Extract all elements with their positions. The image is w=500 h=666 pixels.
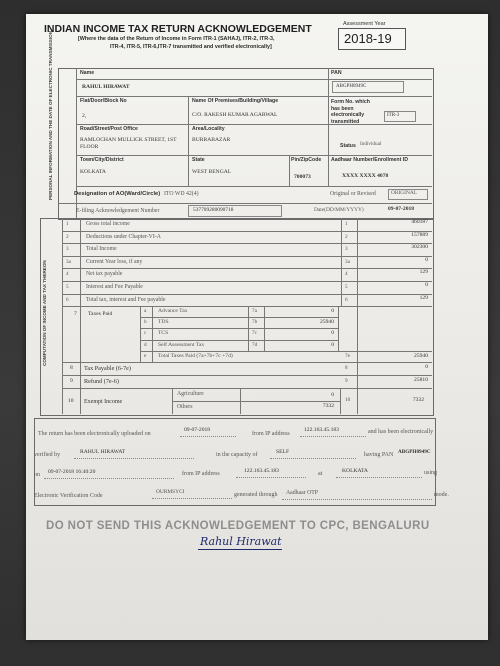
taxes-paid-letter: d (144, 341, 147, 348)
taxes-paid-letter: a (144, 308, 147, 314)
town-value: KOLKATA (80, 169, 106, 175)
verification-text-ip1: from IP address (252, 431, 290, 437)
ao-label: Designation of AO(Ward/Circle) (74, 191, 161, 197)
verification-text-evc: Electronic Verification Code (34, 493, 103, 499)
aadhaar-value: XXXX XXXX 4078 (342, 173, 389, 179)
exempt-no: 10 (68, 398, 74, 404)
computation-row-label: Current Year loss, if any (86, 258, 143, 265)
area-label: Area/Locality (192, 126, 225, 132)
computation-row-value: 129 (419, 294, 428, 301)
verification-ip: 122.163.45.183 (244, 468, 279, 474)
computation-row-ref: 6 (345, 296, 348, 303)
computation-row-ref: 4 (345, 271, 348, 278)
original-revised-value: ORIGINAL (391, 190, 418, 196)
verification-datetime: 09-07-2018 16:40:20 (48, 469, 96, 475)
exempt-agri-label: Agriculture (177, 391, 204, 397)
tax-row-no: 9 (70, 378, 73, 384)
verification-place: KOLKATA (342, 468, 368, 474)
verification-text-on: on (34, 472, 40, 478)
computation-side-label: COMPUTATION OF INCOME AND TAX THEREON (42, 260, 47, 366)
tax-row-label: Refund (7e-6) (84, 378, 119, 385)
verification-text-capacity: in the capacity of (216, 452, 258, 458)
computation-row-label: Net tax payable (86, 271, 123, 278)
taxes-paid-label: Self Assessment Tax (158, 341, 205, 348)
verification-method: Aadhaar OTP (286, 490, 319, 496)
premises-label: Name Of Premises/Building/Village (192, 98, 279, 104)
taxes-paid-ref: 7c (252, 330, 257, 337)
computation-row-value: 0 (425, 282, 428, 288)
state-label: State (192, 157, 205, 163)
computation-row-no: 1 (66, 221, 69, 227)
signature-underline (198, 549, 282, 550)
date-label: Date(DD/MM/YYYY) (314, 207, 364, 213)
computation-row-value: 0 (425, 256, 428, 263)
efiling-label: E-filing Acknowledgement Number (76, 208, 160, 214)
upload-ip: 122.163.45.183 (304, 427, 339, 433)
taxes-paid-letter: e (144, 352, 147, 359)
road-label: Road/Street/Post Office (80, 126, 138, 132)
flat-value: 2, (82, 113, 87, 119)
computation-row-value: 302300 (411, 244, 428, 251)
taxpayer-name: RAHUL HIRAWAT (82, 84, 130, 90)
verification-text-generated: generated through (234, 492, 278, 498)
date-value: 09-07-2018 (388, 206, 415, 212)
taxes-paid-letter: b (144, 319, 147, 326)
tax-row-label: Tax Payable (6-7e) (84, 365, 131, 372)
pan-label: PAN (331, 70, 342, 76)
tax-row-value: 25810 (414, 377, 428, 383)
taxes-paid-value: 0 (331, 308, 334, 314)
verification-text-having-pan: having PAN (364, 452, 394, 458)
pin-value: 700073 (294, 174, 311, 180)
status-label: Status (340, 143, 356, 149)
taxes-paid-value: 25940 (320, 319, 334, 326)
verification-text-verified-by: verified by (34, 452, 61, 458)
exempt-ref: 10 (345, 397, 351, 403)
personal-info-side-label: PERSONAL INFORMATION AND THE DATE OF ELECTRONIC TRANSMISSION (48, 30, 53, 200)
computation-row-label: Gross total income (86, 221, 130, 227)
taxes-paid-ref: 7b (252, 319, 258, 326)
document-subtitle-line2: ITR-4, ITR-5, ITR-6,ITR-7 transmitted and verified electronically] (110, 44, 272, 50)
computation-row-ref: 2 (345, 233, 348, 240)
do-not-send-notice: DO NOT SEND THIS ACKNOWLEDGEMENT TO CPC, BENGALURU (46, 520, 430, 532)
computation-row-no: 3 (66, 246, 69, 253)
state-value: WEST BENGAL (192, 169, 232, 175)
town-label: Town/City/District (80, 157, 124, 163)
taxes-paid-label: TCS (158, 330, 169, 337)
computation-row-value: 157889 (411, 231, 428, 238)
premises-value: C/O. RAKESH KUMAR AGARWAL (192, 112, 278, 118)
exempt-others-value: 7332 (322, 403, 334, 409)
verifier-name: RAHUL HIRAWAT (80, 449, 126, 455)
efiling-value: 537709280090718 (193, 207, 234, 213)
taxes-paid-label: TDS (158, 319, 169, 326)
taxes-paid-label: Advance Tax (158, 308, 188, 314)
computation-row-ref: 5 (345, 284, 348, 290)
taxes-paid-value: 25940 (414, 352, 428, 359)
verification-text-using: using (424, 470, 438, 476)
computation-row-no: 2 (66, 233, 69, 240)
taxes-paid-ref: 7e (345, 352, 350, 359)
computation-row-label: Deductions under Chapter-VI-A (86, 233, 161, 240)
area-value: BURRABAZAR (192, 137, 231, 143)
tax-row-value: 0 (425, 364, 428, 370)
assessment-year-label: Assessment Year (343, 21, 386, 27)
original-revised-label: Original or Revised (330, 191, 376, 197)
form-value: ITR-3 (387, 113, 400, 118)
exempt-label: Exempt Income (84, 399, 123, 405)
upload-date: 09-07-2018 (184, 427, 211, 433)
aadhaar-label: Aadhaar Number/Enrollment ID (331, 157, 408, 163)
road-value: RAMLOCHAN MULLICK STREET, 1ST FLOOR (80, 137, 177, 151)
computation-row-no: 4 (66, 271, 69, 278)
taxes-paid-ref: 7d (252, 341, 258, 348)
taxes-paid-ref: 7a (252, 308, 257, 314)
computation-row-value: 129 (419, 269, 428, 276)
verification-text-mode: mode. (434, 492, 449, 498)
computation-row-value: 460187 (411, 219, 428, 225)
handwritten-signature: Rahul Hirawat (200, 535, 282, 548)
status-value: Individual (360, 141, 382, 147)
taxes-paid-value: 0 (331, 330, 334, 337)
verification-text-electronically: and has been electronically (368, 429, 434, 435)
tax-row-ref: 8 (345, 365, 348, 371)
form-label: Form No. which has been electronically transmitted (331, 99, 370, 125)
computation-row-no: 3a (66, 258, 71, 265)
exempt-agri-value: 0 (331, 392, 334, 398)
flat-label: Flat/Door/Block No (80, 98, 127, 104)
computation-row-ref: 3a (345, 258, 350, 265)
ao-value: ITO WD 42(4) (164, 191, 199, 197)
name-label: Name (80, 70, 95, 76)
tax-row-no: 8 (70, 365, 73, 371)
verification-text-at: at (318, 471, 323, 477)
verifier-capacity: SELF (276, 449, 290, 455)
computation-row-label: Total Income (86, 246, 117, 253)
computation-row-no: 6 (66, 296, 69, 303)
document-subtitle-line1: [Where the data of the Return of Income in Form ITR-1 (SAHAJ), ITR-2, ITR-3, (78, 36, 275, 42)
taxes-paid-value: 0 (331, 341, 334, 348)
taxes-paid-no: 7 (74, 311, 77, 317)
computation-row-no: 5 (66, 284, 69, 290)
pin-label: Pin/ZipCode (291, 157, 322, 163)
pan-value: ABGPH0949C (336, 84, 367, 89)
tax-row-ref: 9 (345, 378, 348, 384)
computation-row-label: Interest and Fee Payable (86, 284, 143, 290)
verification-text-ip2: from IP address (182, 471, 220, 477)
taxes-paid-label: Taxes Paid (88, 311, 113, 317)
computation-row-label: Total tax, interest and Fee payable (86, 296, 166, 303)
assessment-year-value: 2018-19 (344, 31, 392, 46)
exempt-others-label: Others (177, 404, 193, 410)
document-title: INDIAN INCOME TAX RETURN ACKNOWLEDGEMENT (44, 23, 312, 35)
exempt-total: 7332 (412, 397, 424, 403)
computation-row-ref: 1 (345, 221, 348, 227)
taxes-paid-label: Total Taxes Paid (7a+7b+7c +7d) (158, 352, 233, 359)
evc-code: OURMSYCI (156, 489, 185, 495)
taxes-paid-letter: c (144, 330, 147, 337)
verifier-pan: ABGPH0949C (398, 449, 431, 455)
computation-row-ref: 3 (345, 246, 348, 253)
verification-text-uploaded: The return has been electronically uploaded on (38, 431, 151, 437)
